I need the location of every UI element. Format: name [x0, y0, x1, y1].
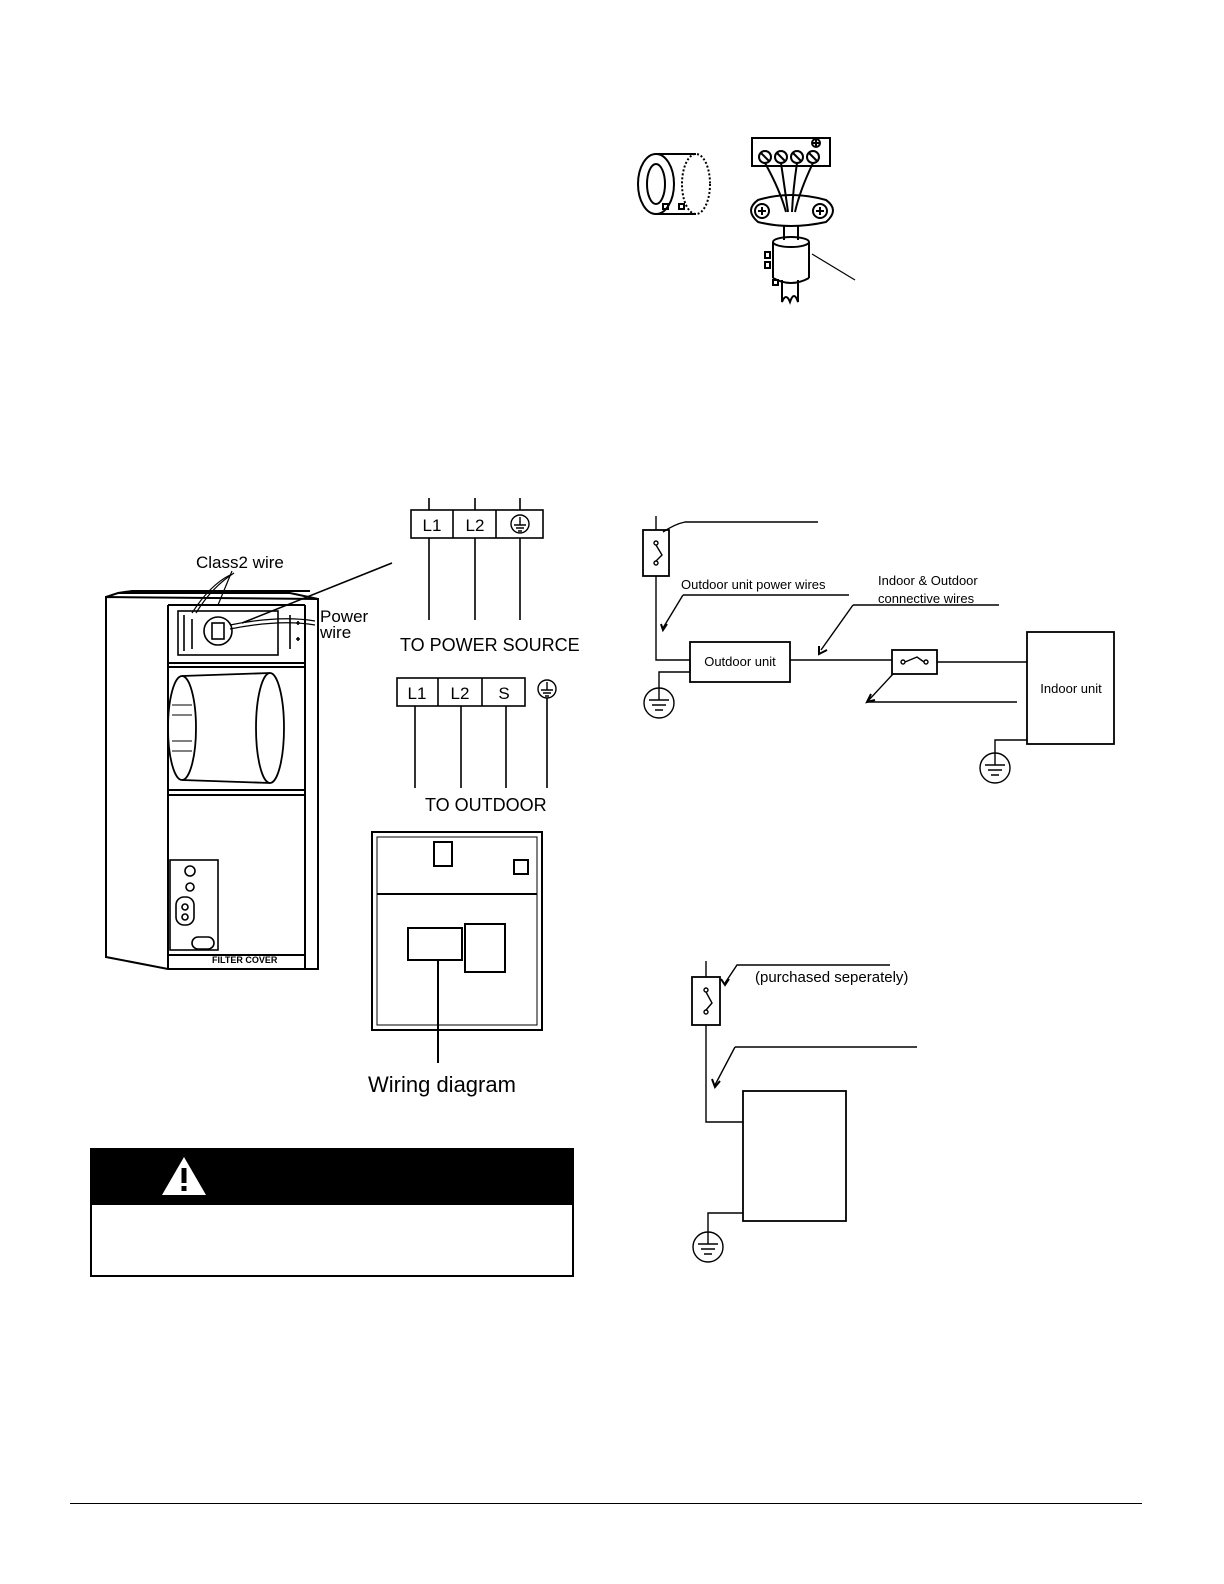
single-unit-schematic: [685, 955, 925, 1265]
warning-triangle-icon: [160, 1155, 208, 1197]
terminal-blocks-figure: [395, 498, 585, 823]
indoor-unit-figure: [100, 545, 410, 975]
power-wire-label-1: Power: [320, 607, 369, 626]
access-panel-figure: [368, 828, 548, 1100]
footer-rule: [70, 1503, 1142, 1504]
power-terminal-l2: L2: [465, 516, 485, 535]
terminal-block-icon: [752, 138, 830, 166]
cable-wires: [765, 163, 813, 212]
ground-icon: [693, 1232, 723, 1262]
connective-wires-label-1: Indoor & Outdoor: [878, 573, 978, 588]
access-panel: [372, 832, 542, 1030]
indoor-unit-label: Indoor unit: [1040, 681, 1102, 696]
to-power-source-caption: TO POWER SOURCE: [400, 635, 580, 655]
power-wire-label-2: wire: [320, 623, 352, 642]
connective-wires-label-2: connective wires: [878, 591, 975, 606]
outdoor-indoor-schematic: [635, 510, 1120, 785]
cable-with-ferrite-icon: [765, 226, 809, 302]
purchased-separately-label: (purchased seperately): [755, 969, 909, 986]
outdoor-terminal-l2: L2: [450, 684, 470, 703]
lower-panel-details: [170, 860, 218, 950]
schematic-lines: [643, 516, 1114, 754]
blower-icon: [168, 673, 284, 783]
outdoor-terminal-l1: L1: [407, 684, 427, 703]
ferrite-core-icon: [638, 154, 710, 214]
ferrite-leader-line: [812, 254, 855, 280]
ground-icon: [980, 753, 1010, 783]
cable-ferrite-figure: [630, 130, 870, 310]
control-box: [178, 611, 300, 655]
outdoor-unit-label: Outdoor unit: [704, 654, 776, 669]
to-outdoor-caption: TO OUTDOOR: [425, 795, 547, 815]
warning-banner: [90, 1148, 574, 1204]
warning-box: [90, 1148, 574, 1278]
ground-icon: [538, 680, 556, 698]
ground-icon: [644, 688, 674, 718]
warning-body: [90, 1204, 574, 1277]
unit-cabinet: [106, 591, 318, 969]
schematic-lines: [692, 961, 917, 1233]
filter-cover-label: FILTER COVER: [212, 955, 278, 965]
class2-wire-label: Class2 wire: [196, 553, 284, 572]
class2-leader-line: [218, 571, 232, 605]
ground-icon: [511, 515, 529, 533]
power-terminal-l1: L1: [422, 516, 442, 535]
outdoor-terminal-s: S: [498, 684, 510, 703]
wiring-diagram-caption: Wiring diagram: [368, 1072, 516, 1097]
power-wires-label: Outdoor unit power wires: [681, 577, 826, 592]
